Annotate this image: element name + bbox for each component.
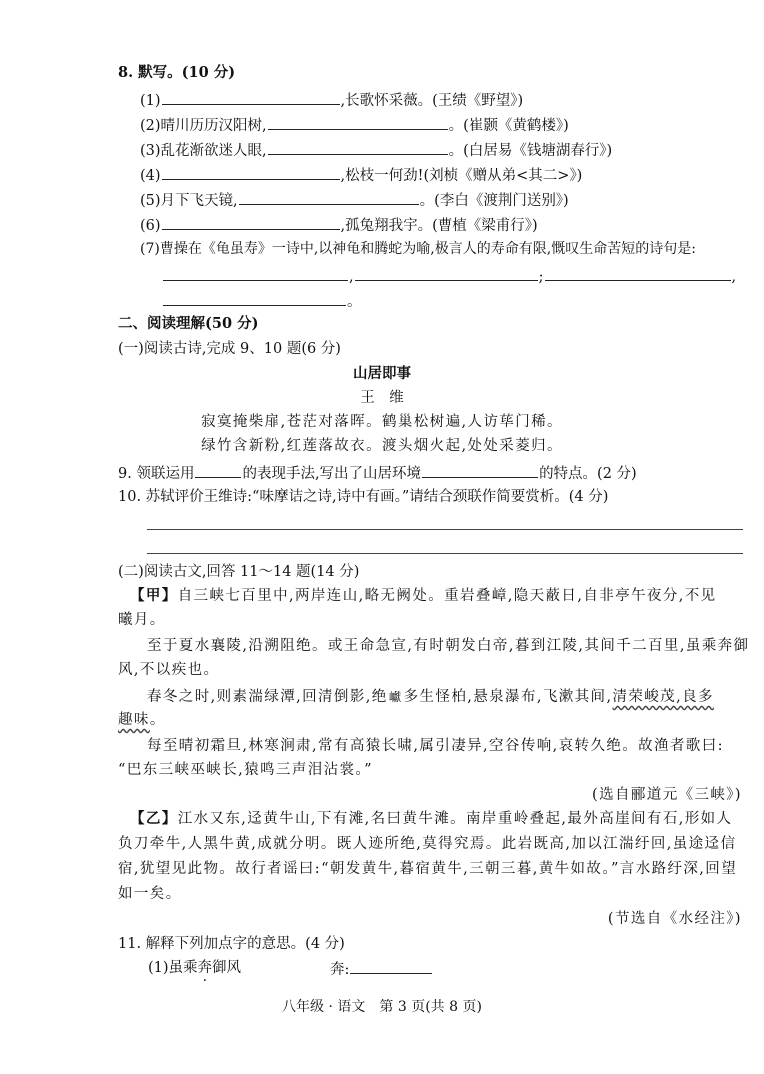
q11-answer — [330, 958, 433, 980]
q8-item-1 — [140, 89, 523, 111]
answer-blank[interactable] — [545, 265, 731, 281]
passage-text: 春冬之时,则素湍绿潭,回清倒影,绝 — [147, 689, 388, 705]
answer-line[interactable] — [147, 553, 743, 554]
item-text: ,孤兔翔我宇。(曹植《梁甫行》) — [340, 218, 538, 234]
item-text: ,松枝一何劲!(刘桢《赠从弟<其二>》) — [340, 168, 583, 184]
item-text: (1)虽乘 — [148, 960, 198, 976]
dotted-char: 奔 — [197, 960, 213, 976]
passage-text: 多生怪柏,悬泉瀑布,飞漱其间, — [403, 689, 613, 705]
answer-blank[interactable] — [268, 114, 448, 130]
yi-line-3: 宿,犹望见此物。故行者谣曰:“朝发黄牛,暮宿黄牛,三朝三暮,黄牛如故。”言水路纡深,回望 — [118, 861, 738, 877]
item-text: 。(白居易《钱塘湖春行》) — [448, 143, 613, 159]
passage-text: 。 — [149, 712, 166, 728]
item-number: (6) — [140, 218, 161, 234]
answer-blank[interactable] — [162, 164, 340, 180]
passage-label: 【甲】 — [130, 587, 178, 604]
answer-blank[interactable] — [355, 265, 538, 281]
q11-title: 11. 解释下列加点字的意思。(4 分) — [118, 936, 345, 952]
jia-para-2: 至于夏水襄陵,沿溯阻绝。或王命急宣,有时朝发白帝,暮到江陵,其间千二百里,虽乘奔御 — [147, 638, 750, 654]
part-1-title: (一)阅读古诗,完成 9、10 题(6 分) — [118, 341, 341, 357]
answer-blank[interactable] — [239, 189, 419, 205]
jia-para-1 — [130, 586, 717, 606]
passage-text: 自三峡七百里中,两岸连山,略无阙处。重岩叠嶂,隐天蔽日,自非亭午夜分,不见 — [177, 588, 717, 604]
punct: , — [731, 269, 737, 285]
item-number: (7) — [140, 241, 160, 257]
jia-para-3 — [147, 687, 714, 707]
underlined-sentence: 清荣峻茂,良多 — [612, 689, 714, 705]
item-prefix: 曹操在《龟虽寿》一诗中,以神龟和腾蛇为喻,极言人的寿命有限,慨叹生命苦短的诗句是: — [159, 241, 696, 257]
answer-label: 奔: — [330, 962, 350, 978]
answer-blank[interactable] — [195, 462, 241, 478]
section-title: 二、阅读理解(50 分) — [118, 315, 259, 332]
page-footer: 八年级 · 语文 第 3 页(共 8 页) — [282, 999, 482, 1015]
q8-item-7-blanks — [162, 265, 736, 287]
item-number: (4) — [140, 168, 161, 184]
answer-blank[interactable] — [163, 265, 348, 281]
q9-text-a: 9. 领联运用 — [118, 466, 195, 482]
q8-item-7-last — [162, 290, 362, 312]
answer-blank[interactable] — [350, 958, 432, 974]
answer-blank[interactable] — [268, 139, 448, 155]
q8-item-5 — [140, 189, 569, 211]
rare-glyph: 巘 — [388, 690, 403, 704]
q8-title: 8. 默写。(10 分) — [118, 64, 236, 81]
answer-blank[interactable] — [162, 214, 340, 230]
punct: 。 — [347, 294, 362, 310]
item-text: 。(李白《渡荆门送别》) — [419, 193, 569, 209]
yi-line-1 — [130, 809, 732, 829]
poem-line-2: 绿竹含新粉,红莲落故衣。渡头烟火起,处处采菱归。 — [201, 438, 563, 454]
yi-line-2: 负刀牵牛,人黑牛黄,成就分明。既人迹所绝,莫得究焉。此岩既高,加以江湍纡回,虽途迳信 — [118, 836, 737, 852]
underlined-sentence: 趣味 — [118, 712, 150, 728]
yi-source: (节选自《水经注》) — [607, 911, 742, 927]
item-text: ,长歌怀采薇。(王绩《野望》) — [340, 93, 524, 109]
q9-text-b: 的表现手法,写出了山居环境 — [242, 466, 422, 482]
jia-para-3-cont — [118, 710, 166, 730]
item-number: (2) — [140, 118, 161, 134]
punct: , — [349, 269, 354, 285]
poem-author: 王 维 — [360, 390, 404, 406]
answer-line[interactable] — [147, 529, 743, 530]
item-prefix: 乱花渐欲迷人眼, — [160, 143, 267, 159]
q8-item-2 — [140, 114, 569, 136]
q9-text-c: 的特点。(2 分) — [539, 466, 637, 482]
q11-item-1 — [148, 958, 241, 978]
answer-blank[interactable] — [422, 462, 538, 478]
poem-line-1: 寂寞掩柴扉,苍茫对落晖。鹤巢松树遍,人访荜门稀。 — [201, 414, 563, 430]
answer-blank[interactable] — [162, 89, 340, 105]
item-text: 。(崔颢《黄鹤楼》) — [448, 118, 569, 134]
item-prefix: 月下飞天镜, — [160, 193, 238, 209]
jia-para-1-cont: 曦月。 — [118, 612, 166, 628]
q9 — [118, 462, 637, 484]
poem-title: 山居即事 — [353, 365, 411, 382]
q8-item-4 — [140, 164, 582, 186]
item-number: (5) — [140, 193, 161, 209]
punct: ; — [538, 269, 544, 285]
q8-item-7 — [140, 239, 696, 259]
q10: 10. 苏轼评价王维诗:“味摩诘之诗,诗中有画。”请结合颈联作简要赏析。(4 分) — [118, 489, 609, 505]
yi-line-4: 如一矣。 — [118, 886, 182, 902]
part-2-title: (二)阅读古文,回答 11～14 题(14 分) — [118, 564, 360, 580]
answer-blank[interactable] — [163, 290, 346, 306]
passage-label: 【乙】 — [130, 810, 178, 827]
passage-text: 江水又东,迳黄牛山,下有滩,名曰黄牛滩。南岸重岭叠起,最外高崖间有石,形如人 — [177, 811, 733, 827]
q8-item-3 — [140, 139, 612, 161]
jia-para-4: 每至晴初霜旦,林寒涧肃,常有高猿长啸,属引凄异,空谷传响,哀转久绝。故渔者歌曰: — [147, 738, 724, 754]
jia-para-2-cont: 风,不以疾也。 — [118, 662, 220, 678]
item-number: (1) — [140, 93, 161, 109]
q8-item-6 — [140, 214, 538, 236]
jia-source: (选自郦道元《三峡》) — [592, 787, 742, 803]
item-number: (3) — [140, 143, 161, 159]
item-text: 御风 — [212, 960, 242, 976]
jia-para-4-cont: “巴东三峡巫峡长,猿鸣三声泪沾裳。” — [118, 762, 373, 778]
item-prefix: 晴川历历汉阳树, — [160, 118, 267, 134]
